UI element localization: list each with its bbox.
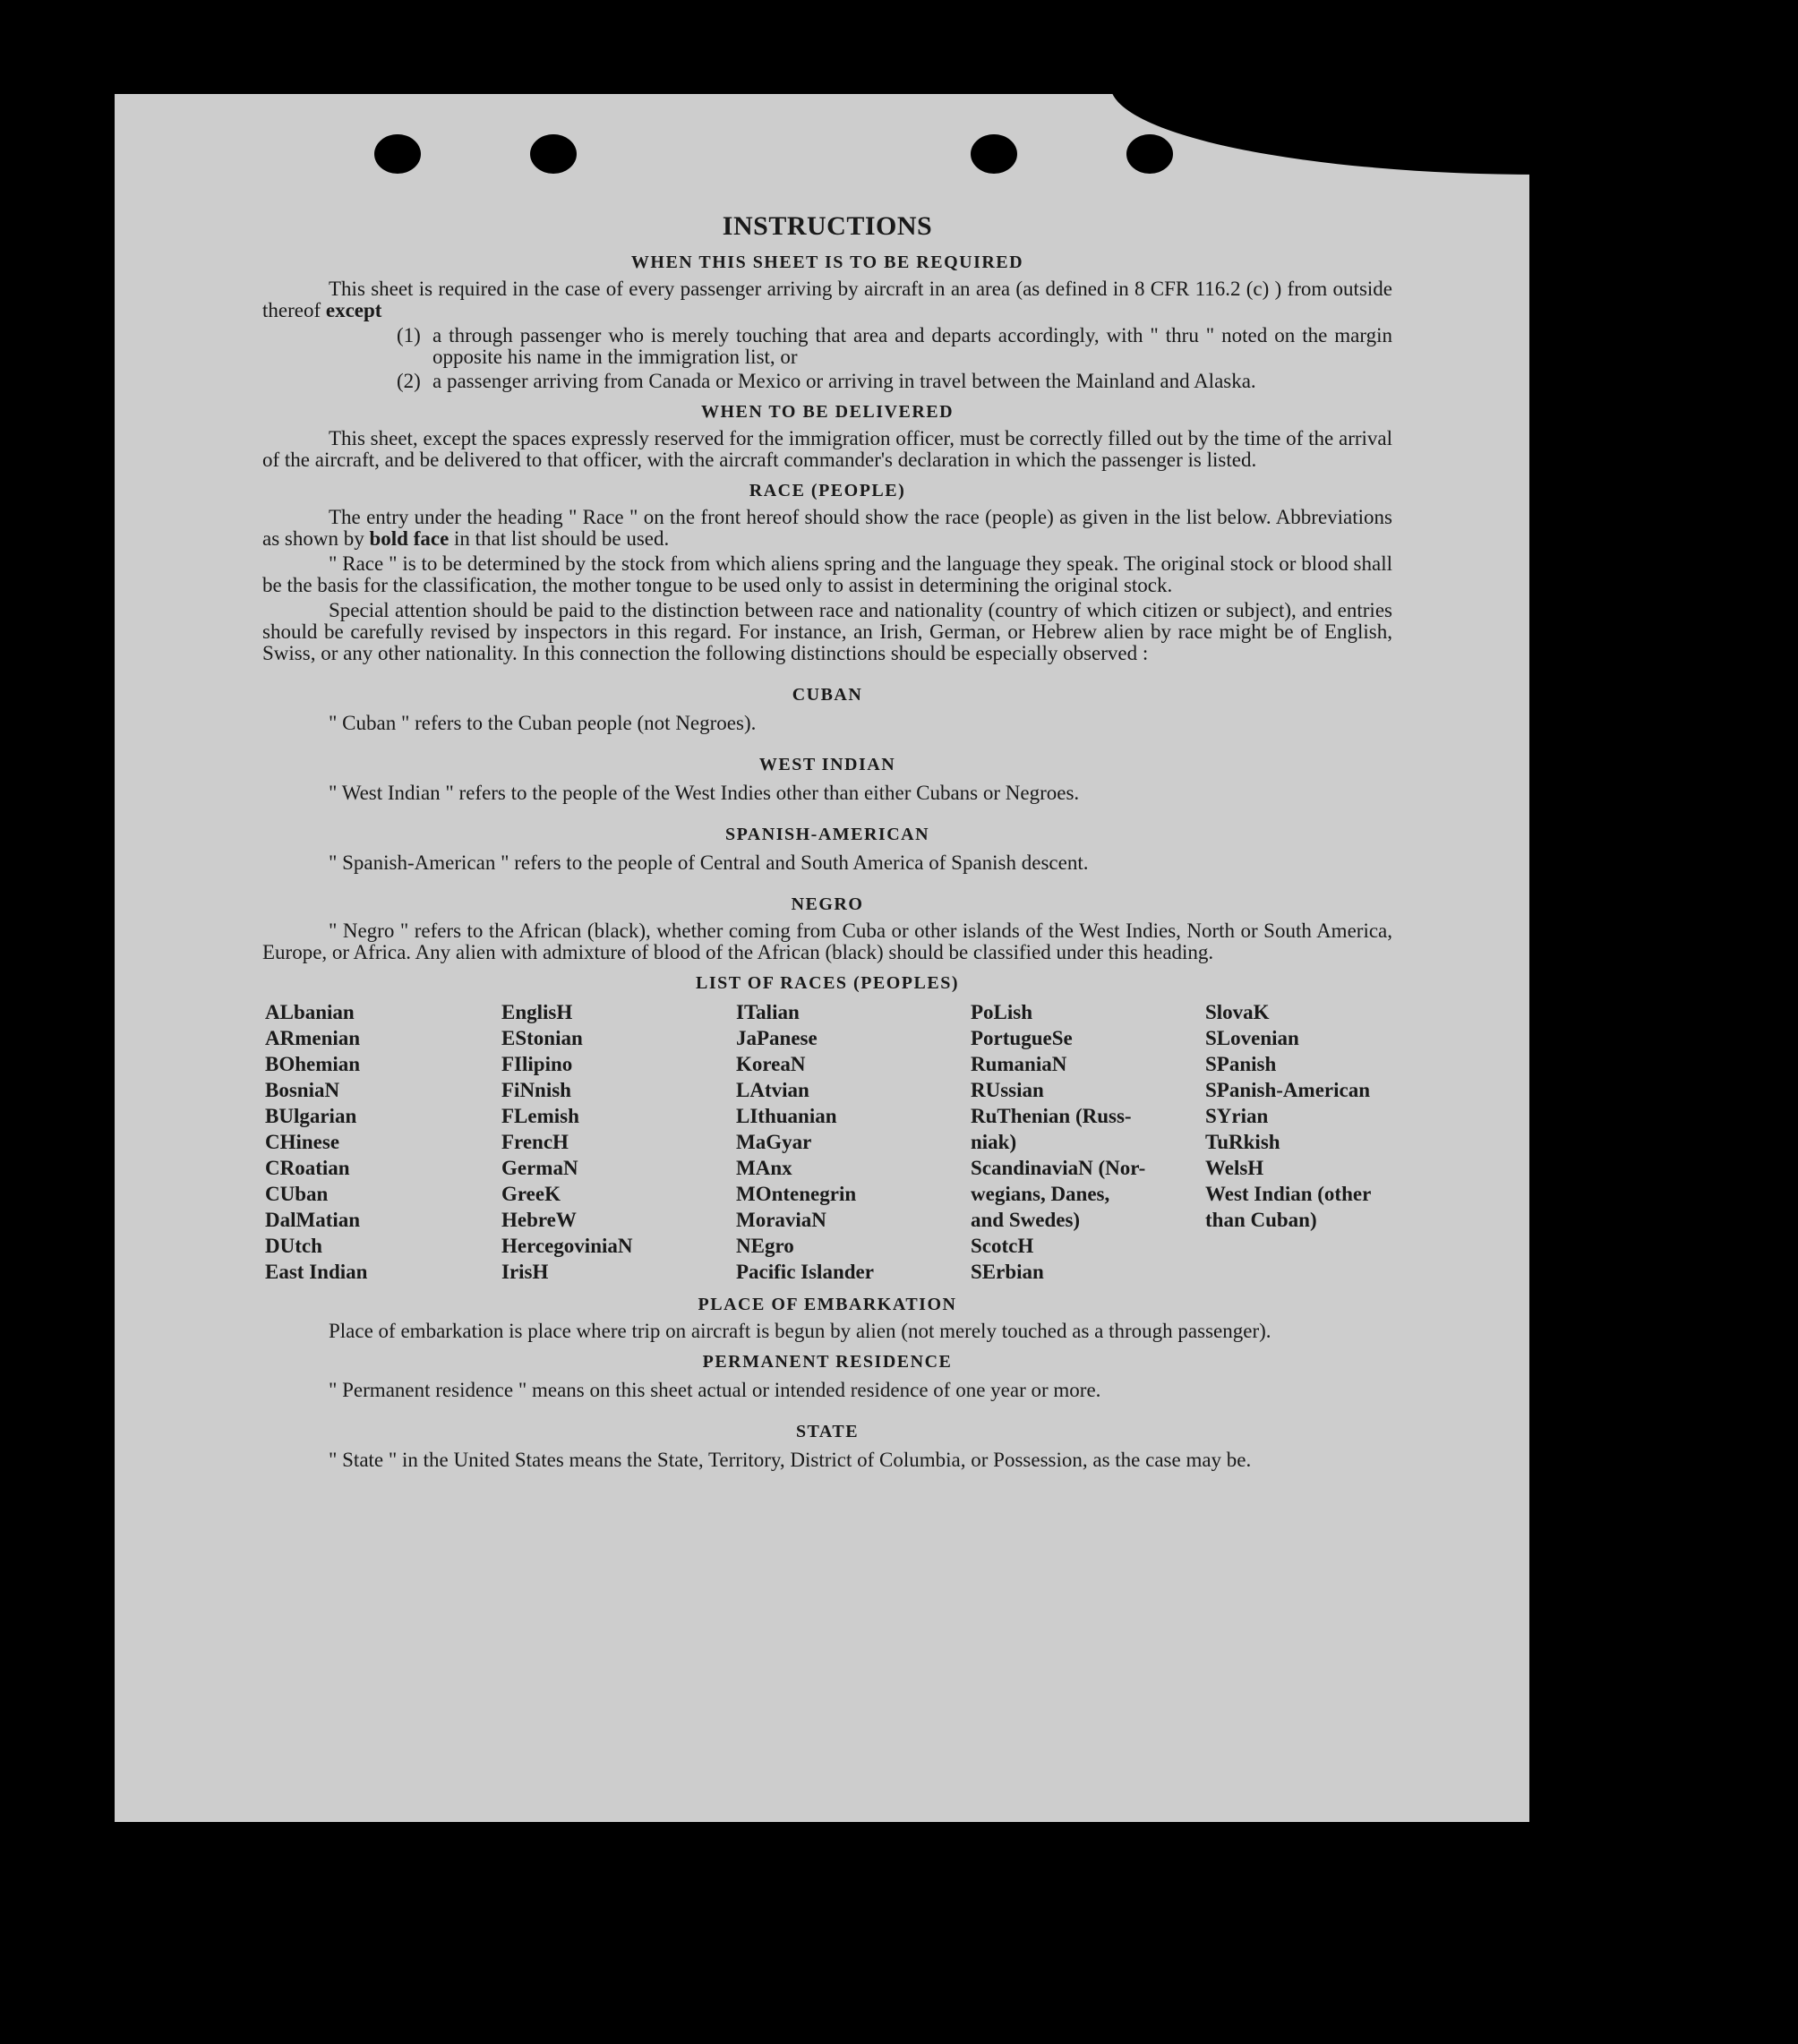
race-entry: RumaniaN bbox=[971, 1053, 1067, 1075]
heading-list-of-races: LIST OF RACES (PEOPLES) bbox=[695, 973, 959, 993]
race-entry: MOntenegrin bbox=[736, 1183, 857, 1205]
race-entry: LIthuanian bbox=[736, 1105, 837, 1127]
race-entry: CUban bbox=[265, 1183, 329, 1205]
races-column-1 bbox=[265, 999, 501, 1285]
heading-west-indian: WEST INDIAN bbox=[758, 755, 896, 774]
race-entry: RuThenian (Russ- niak) bbox=[971, 1105, 1132, 1153]
race-entry: MAnx bbox=[736, 1157, 792, 1179]
punch-hole bbox=[374, 134, 421, 174]
race-entry: SLovenian bbox=[1205, 1027, 1299, 1049]
race-entry: EnglisH bbox=[501, 1001, 573, 1023]
heading-embarkation: PLACE OF EMBARKATION bbox=[698, 1295, 957, 1314]
punch-hole bbox=[530, 134, 577, 174]
required-intro: This sheet is required in the case of every passenger arriving by aircraft in an area (as defined in 8 CFR 116.2 (c) ) from outside thereof except bbox=[262, 278, 1392, 321]
race-entry: EStonian bbox=[501, 1027, 583, 1049]
cuban-text: " Cuban " refers to the Cuban people (not Negroes). bbox=[329, 712, 757, 734]
race-entry: ALbanian bbox=[265, 1001, 355, 1023]
west-indian-text: " West Indian " refers to the people of the West Indies other than either Cubans or Negroes. bbox=[329, 782, 1080, 804]
race-entry: HebreW bbox=[501, 1209, 577, 1231]
race-entry: JaPanese bbox=[736, 1027, 818, 1049]
race-entry: FIlipino bbox=[501, 1053, 573, 1075]
race-entry: MoraviaN bbox=[736, 1209, 826, 1231]
race-entry: BUlgarian bbox=[265, 1105, 357, 1127]
heading-residence: PERMANENT RESIDENCE bbox=[702, 1352, 953, 1372]
race-entry: SErbian bbox=[971, 1261, 1044, 1283]
race-entry: TuRkish bbox=[1205, 1131, 1280, 1153]
races-column-2 bbox=[501, 999, 736, 1285]
race-entry: FLemish bbox=[501, 1105, 579, 1127]
race-entry: BosniaN bbox=[265, 1079, 340, 1101]
race-entry: East Indian bbox=[265, 1261, 368, 1283]
race-entry: West Indian (other than Cuban) bbox=[1205, 1183, 1372, 1231]
race-entry: BOhemian bbox=[265, 1053, 361, 1075]
race-entry: GreeK bbox=[501, 1183, 561, 1205]
races-column-4 bbox=[971, 999, 1205, 1285]
required-item-2: (2) a passenger arriving from Canada or Mexico or arriving in travel between the Mainland and Alaska. bbox=[397, 370, 1256, 392]
punch-hole bbox=[1126, 134, 1173, 174]
race-entry: ScandinaviaN (Nor- wegians, Danes, and Swedes) bbox=[971, 1157, 1146, 1231]
race-entry: GermaN bbox=[501, 1157, 578, 1179]
race-entry: ARmenian bbox=[265, 1027, 361, 1049]
races-column-5 bbox=[1205, 999, 1402, 1285]
race-entry: SPanish-American bbox=[1205, 1079, 1370, 1101]
race-entry: SPanish bbox=[1205, 1053, 1277, 1075]
race-paragraph-3: Special attention should be paid to the distinction between race and nationality (country of which citizen or subject), and entries should be carefully revised by inspectors in this regard. For instance, an Irish, German, or Hebrew alien by race might be of English, Swiss, or any other nationality. In this connection the following distinctions should be especially observed : bbox=[262, 599, 1392, 664]
race-entry: PoLish bbox=[971, 1001, 1033, 1023]
races-list bbox=[265, 999, 1392, 1285]
delivered-text: This sheet, except the spaces expressly reserved for the immigration officer, must be correctly filled out by the time of the arrival of the aircraft, and be delivered to that officer, with the aircraft commander's declaration in which the passenger is listed. bbox=[262, 427, 1392, 471]
race-entry: CRoatian bbox=[265, 1157, 350, 1179]
race-entry: FiNnish bbox=[501, 1079, 571, 1101]
race-entry: Pacific Islander bbox=[736, 1261, 874, 1283]
heading-cuban: CUBAN bbox=[792, 685, 863, 705]
spanish-american-text: " Spanish-American " refers to the people of Central and South America of Spanish descent. bbox=[329, 851, 1089, 874]
instructions-content bbox=[262, 210, 1392, 1475]
race-entry: ITalian bbox=[736, 1001, 800, 1023]
race-entry: FrencH bbox=[501, 1131, 569, 1153]
race-entry: IrisH bbox=[501, 1261, 549, 1283]
race-entry: DUtch bbox=[265, 1235, 322, 1257]
required-item-1: (1) a through passenger who is merely touching that area and departs accordingly, with " thru " noted on the margin opposite his name in the immigration list, or bbox=[397, 324, 1392, 368]
races-column-3 bbox=[736, 999, 971, 1285]
embarkation-text: Place of embarkation is place where trip on aircraft is begun by alien (not merely touched as a through passenger). bbox=[329, 1320, 1271, 1342]
race-entry: NEgro bbox=[736, 1235, 794, 1257]
race-entry: SlovaK bbox=[1205, 1001, 1270, 1023]
race-entry: HercegoviniaN bbox=[501, 1235, 633, 1257]
race-entry: ScotcH bbox=[971, 1235, 1034, 1257]
heading-required: WHEN THIS SHEET IS TO BE REQUIRED bbox=[630, 252, 1024, 272]
race-entry: PortugueSe bbox=[971, 1027, 1073, 1049]
heading-state: STATE bbox=[795, 1422, 860, 1441]
race-entry: DalMatian bbox=[265, 1209, 361, 1231]
heading-negro: NEGRO bbox=[791, 894, 864, 914]
race-paragraph-1: The entry under the heading " Race " on the front hereof should show the race (people) as given in the list below. Abbreviations as shown by bold face in that list should be used. bbox=[262, 506, 1392, 550]
heading-spanish-american: SPANISH-AMERICAN bbox=[724, 825, 930, 844]
residence-text: " Permanent residence " means on this sheet actual or intended residence of one year or more. bbox=[329, 1379, 1101, 1401]
race-paragraph-2: " Race " is to be determined by the stock from which aliens spring and the language they speak. The original stock or blood shall be the basis for the classification, the mother tongue to be used only to assist in determining the original stock. bbox=[262, 552, 1392, 596]
race-entry: SYrian bbox=[1205, 1105, 1269, 1127]
heading-delivered: WHEN TO BE DELIVERED bbox=[700, 402, 955, 422]
race-entry: LAtvian bbox=[736, 1079, 809, 1101]
race-entry: RUssian bbox=[971, 1079, 1044, 1101]
state-text: " State " in the United States means the State, Territory, District of Columbia, or Possession, as the case may be. bbox=[329, 1449, 1252, 1471]
race-entry: CHinese bbox=[265, 1131, 340, 1153]
page-title: INSTRUCTIONS bbox=[722, 211, 933, 241]
heading-race: RACE (PEOPLE) bbox=[749, 481, 906, 500]
race-entry: WelsH bbox=[1205, 1157, 1264, 1179]
negro-text: " Negro " refers to the African (black), whether coming from Cuba or other islands of the West Indies, North or South America, Europe, or Africa. Any alien with admixture of blood of the African (black) should be classified under this heading. bbox=[262, 919, 1392, 963]
race-entry: MaGyar bbox=[736, 1131, 812, 1153]
punch-hole bbox=[971, 134, 1017, 174]
race-entry: KoreaN bbox=[736, 1053, 806, 1075]
